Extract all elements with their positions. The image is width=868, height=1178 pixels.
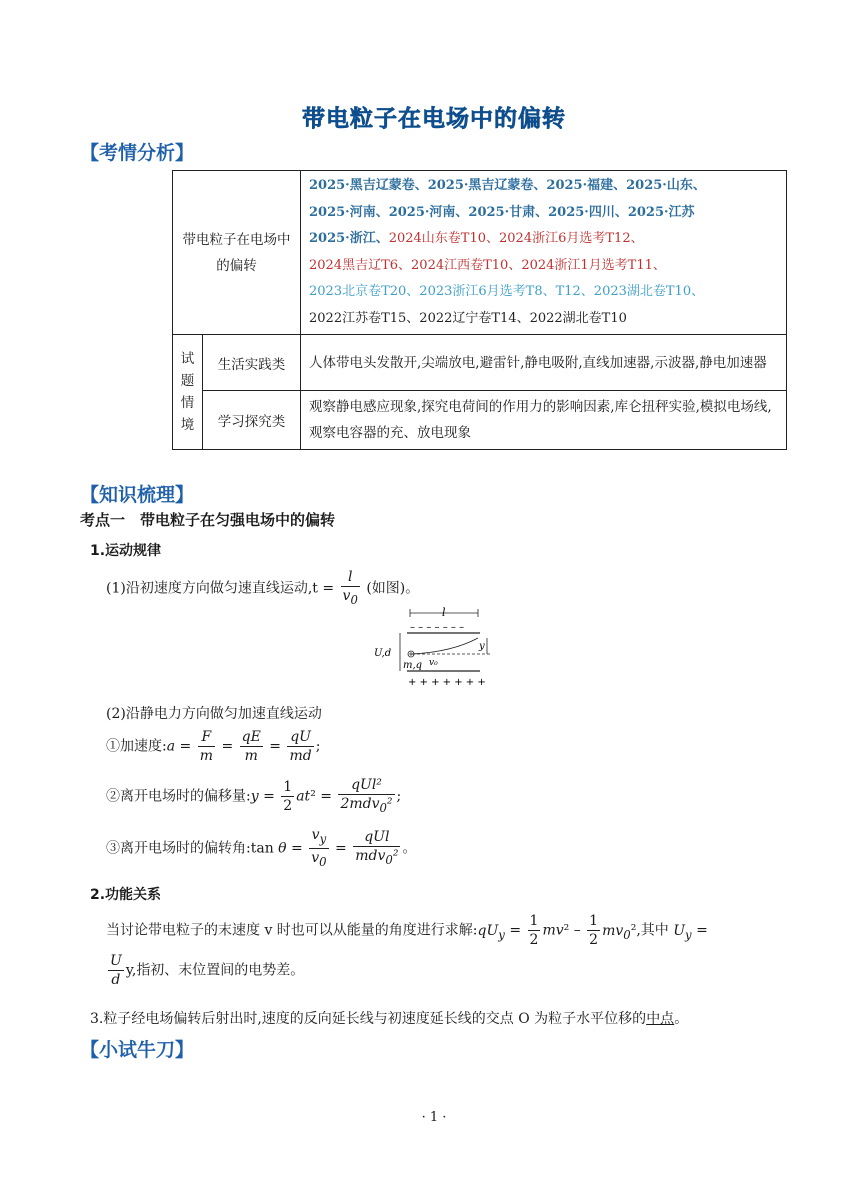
- s2-title: 2.功能关系: [90, 887, 162, 903]
- s1-p1: (1)沿初速度方向做匀速直线运动,t = $\frac{l}{v_0}$ (如图)。: [106, 569, 420, 607]
- l-label: l: [442, 607, 446, 619]
- section-heading-analysis: 【考情分析】: [80, 142, 195, 164]
- y-label: y: [479, 641, 485, 652]
- description-cell: 观察静电感应现象,探究电荷间的作用力的影响因素,库仑扭秤实验,模拟电场线,观察电容器的充、放电现象: [301, 391, 787, 450]
- sources-line: 2025·黑吉辽蒙卷、2025·黑吉辽蒙卷、2025·福建、2025·山东、: [309, 178, 706, 193]
- formula-offset: ②离开电场时的偏移量:y = $\frac{1}{2}$ at² = $\frac{\text{qUl²}}{2mdv_0^2}$ ;: [106, 777, 402, 815]
- kp1-heading: 考点一 带电粒子在匀强电场中的偏转: [80, 511, 336, 529]
- s2-line2: $\frac{U}{d}$ y,指初、末位置间的电势差。: [110, 953, 305, 988]
- topic-cell: 带电粒子在电场中的偏转: [173, 171, 301, 335]
- ud-label: U,d: [374, 648, 392, 659]
- mq-label: m,q: [403, 660, 423, 671]
- section-heading-practice: 【小试牛刀】: [80, 1039, 195, 1061]
- s1-p2: (2)沿静电力方向做匀加速直线运动: [106, 706, 322, 722]
- s3-text: 3.粒子经电场偏转后射出时,速度的反向延长线与初速度延长线的交点 O 为粒子水平位移的中点。: [90, 1011, 689, 1027]
- s2-line1: 当讨论带电粒子的末速度 v 时也可以从能量的角度进行求解$:qU_y$ = $\frac{1}{2}$ mv² – $\frac{1}{2}$ $mv_0^2$,其中 $U_y$ =: [106, 913, 708, 948]
- page-number: · 1 ·: [421, 1110, 447, 1125]
- page-title: 带电粒子在电场中的偏转: [302, 106, 566, 132]
- sources-line: 2024黑吉辽T6、2024江西卷T10、2024浙江1月选考T11、: [309, 257, 666, 273]
- sources-line: 2024山东卷T10、2024浙江6月选考T12、: [388, 231, 644, 246]
- formula-angle: ③离开电场时的偏转角:tan θ = $\frac{v_y}{v_0}$ = $\frac{\text{qUl}}{mdv_0^2}$ 。: [106, 827, 417, 869]
- category-cell: 生活实践类: [203, 335, 301, 391]
- minus-row: – – – – – – –: [410, 622, 465, 633]
- plus-row: + + + + + + +: [408, 677, 486, 688]
- category-cell: 学习探究类: [203, 391, 301, 450]
- formula-acceleration: ①加速度:a = $\frac{F}{m}$ = $\frac{qE}{m}$ = $\frac{qU}{md}$ ;: [106, 729, 321, 764]
- sources-line: 2022江苏卷T15、2022辽宁卷T14、2022湖北卷T10: [309, 310, 627, 326]
- analysis-table: [172, 170, 787, 450]
- sources-line: 2025·河南、2025·河南、2025·甘肃、2025·四川、2025·江苏: [309, 204, 695, 220]
- v0-label: v₀: [429, 658, 438, 668]
- sources-line: 2023北京卷T20、2023浙江6月选考T8、T12、2023湖北卷T10、: [309, 284, 705, 299]
- scenario-label: 试 题 情 境: [173, 335, 203, 450]
- sources-cell: [301, 171, 787, 335]
- description-cell: 人体带电头发散开,尖端放电,避雷针,静电吸附,直线加速器,示波器,静电加速器: [301, 335, 787, 391]
- deflection-diagram: [372, 607, 502, 692]
- section-heading-knowledge: 【知识梳理】: [80, 484, 195, 506]
- s1-title: 1.运动规律: [90, 543, 162, 559]
- sources-line: 2025·浙江、: [309, 231, 389, 246]
